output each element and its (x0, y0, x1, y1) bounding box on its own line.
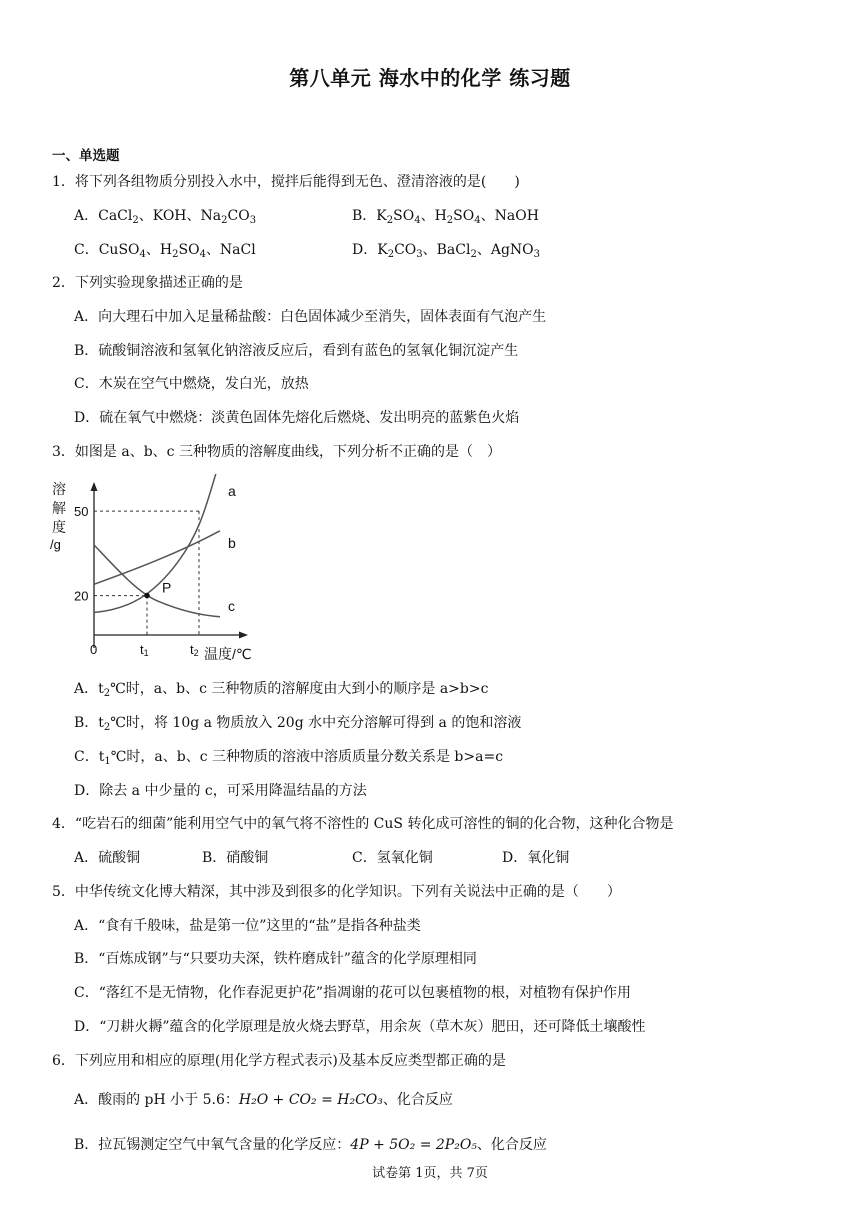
q5-option-a: A．“食有千般味，盐是第一位”这里的“盐”是指各种盐类 (74, 918, 421, 934)
point-p (144, 593, 150, 599)
q2-stem: 2．下列实验现象描述正确的是 (52, 275, 243, 291)
q4-option-c: C．氢氧化铜 (352, 850, 433, 866)
q4-option-a: A．硫酸铜 (74, 850, 141, 866)
q1-option-d: D．$K_2CO_3$、BaCl$_2$、AgNO$_3$ (352, 242, 541, 260)
q3-option-a: A．$t_2℃$时，a、b、c 三种物质的溶解度由大到小的顺序是 a>b>c (74, 681, 489, 699)
page-title: 第八单元 海水中的化学 练习题 (289, 66, 571, 90)
q2-option-d: D．硫在氧气中燃烧：淡黄色固体先熔化后燃烧、发出明亮的蓝紫色火焰 (74, 410, 520, 426)
x-tick-t1: t1 (140, 642, 149, 658)
x-tick-0: 0 (90, 642, 98, 657)
y-axis-arrow-icon (91, 482, 98, 491)
q1-option-b: B．$K_2SO_4$、$H_2SO_4$、NaOH (352, 208, 539, 226)
q4-option-d: D．氧化铜 (502, 850, 570, 866)
curve-label-b: b (228, 535, 236, 551)
q5-option-c: C．“落红不是无情物，化作春泥更护花”指凋谢的花可以包裹植物的根，对植物有保护作用 (74, 985, 632, 1001)
q3-option-c: C．$t_1℃$时，a、b、c 三种物质的溶液中溶质质量分数关系是 b>a=c (74, 749, 504, 767)
q6-stem: 6．下列应用和相应的原理(用化学方程式表示)及基本反应类型都正确的是 (52, 1053, 506, 1069)
point-p-label: P (162, 579, 172, 596)
y-tick-50: 50 (74, 504, 89, 520)
section-heading: 一、单选题 (52, 148, 120, 164)
q2-option-c: C．木炭在空气中燃烧，发白光，放热 (74, 376, 309, 392)
y-axis-label (50, 481, 66, 552)
q5-stem: 5．中华传统文化博大精深，其中涉及到很多的化学知识。下列有关说法中正确的是（ ） (52, 884, 621, 900)
curve-b (94, 531, 220, 585)
q5-option-b: B．“百炼成钢”与“只要功夫深，铁杵磨成针”蕴含的化学原理相同 (74, 951, 477, 967)
q2-option-a: A．向大理石中加入足量稀盐酸：白色固体减少至消失，固体表面有气泡产生 (74, 309, 547, 325)
curve-label-a: a (228, 483, 236, 499)
y-tick-20: 20 (74, 588, 89, 604)
q3-stem: 3．如图是 a、b、c 三种物质的溶解度曲线，下列分析不正确的是（ ） (52, 444, 501, 460)
curve-c (94, 545, 220, 617)
q4-stem: 4．“吃岩石的细菌”能利用空气中的氧气将不溶性的 CuS 转化成可溶性的铜的化合物，这种化合物是 (52, 816, 674, 832)
q3-option-b: B．$t_2℃$时，将 10g a 物质放入 20g 水中充分溶解可得到 a 的饱和溶液 (74, 715, 522, 733)
q5-option-d: D．“刀耕火耨”蕴含的化学原理是放火烧去野草，用余灰（草木灰）肥田，还可降低土壤酸性 (74, 1019, 646, 1035)
svg-text:溶: 溶 (52, 481, 66, 497)
q1-stem: 1．将下列各组物质分别投入水中，搅拌后能得到无色、澄清溶液的是( ) (52, 174, 520, 190)
q2-option-b: B．硫酸铜溶液和氢氧化钠溶液反应后，看到有蓝色的氢氧化铜沉淀产生 (74, 343, 519, 359)
solubility-chart (48, 474, 268, 674)
svg-text:解: 解 (52, 500, 66, 516)
x-axis-arrow-icon (239, 632, 248, 639)
q1-option-a: A．CaCl$_2$、KOH、$Na_2CO_3$ (74, 208, 257, 226)
curve-label-c: c (228, 598, 235, 614)
q1-option-c: C．CuSO$_4$、$H_2SO_4$、NaCl (74, 242, 256, 260)
x-axis-label: 温度/℃ (204, 646, 252, 662)
q6-a-equation: H₂O + CO₂ = H₂CO₃ (238, 1092, 383, 1108)
q6-option-b: B．拉瓦锡测定空气中氧气含量的化学反应：4P + 5O₂ = 2P₂O₅、化合反应 (74, 1137, 547, 1153)
q6-option-a: A．酸雨的 pH 小于 5.6：H₂O + CO₂ = H₂CO₃、化合反应 (74, 1092, 453, 1108)
page-footer: 试卷第 1页，共 7页 (372, 1166, 488, 1181)
svg-text:度: 度 (52, 519, 66, 535)
svg-text:/g: /g (50, 537, 61, 552)
q3-option-d: D．除去 a 中少量的 c，可采用降温结晶的方法 (74, 783, 367, 799)
q6-b-equation: 4P + 5O₂ = 2P₂O₅ (350, 1137, 477, 1153)
curve-a (94, 474, 220, 612)
x-tick-t2: t2 (190, 642, 199, 658)
q4-option-b: B．硝酸铜 (202, 850, 269, 866)
